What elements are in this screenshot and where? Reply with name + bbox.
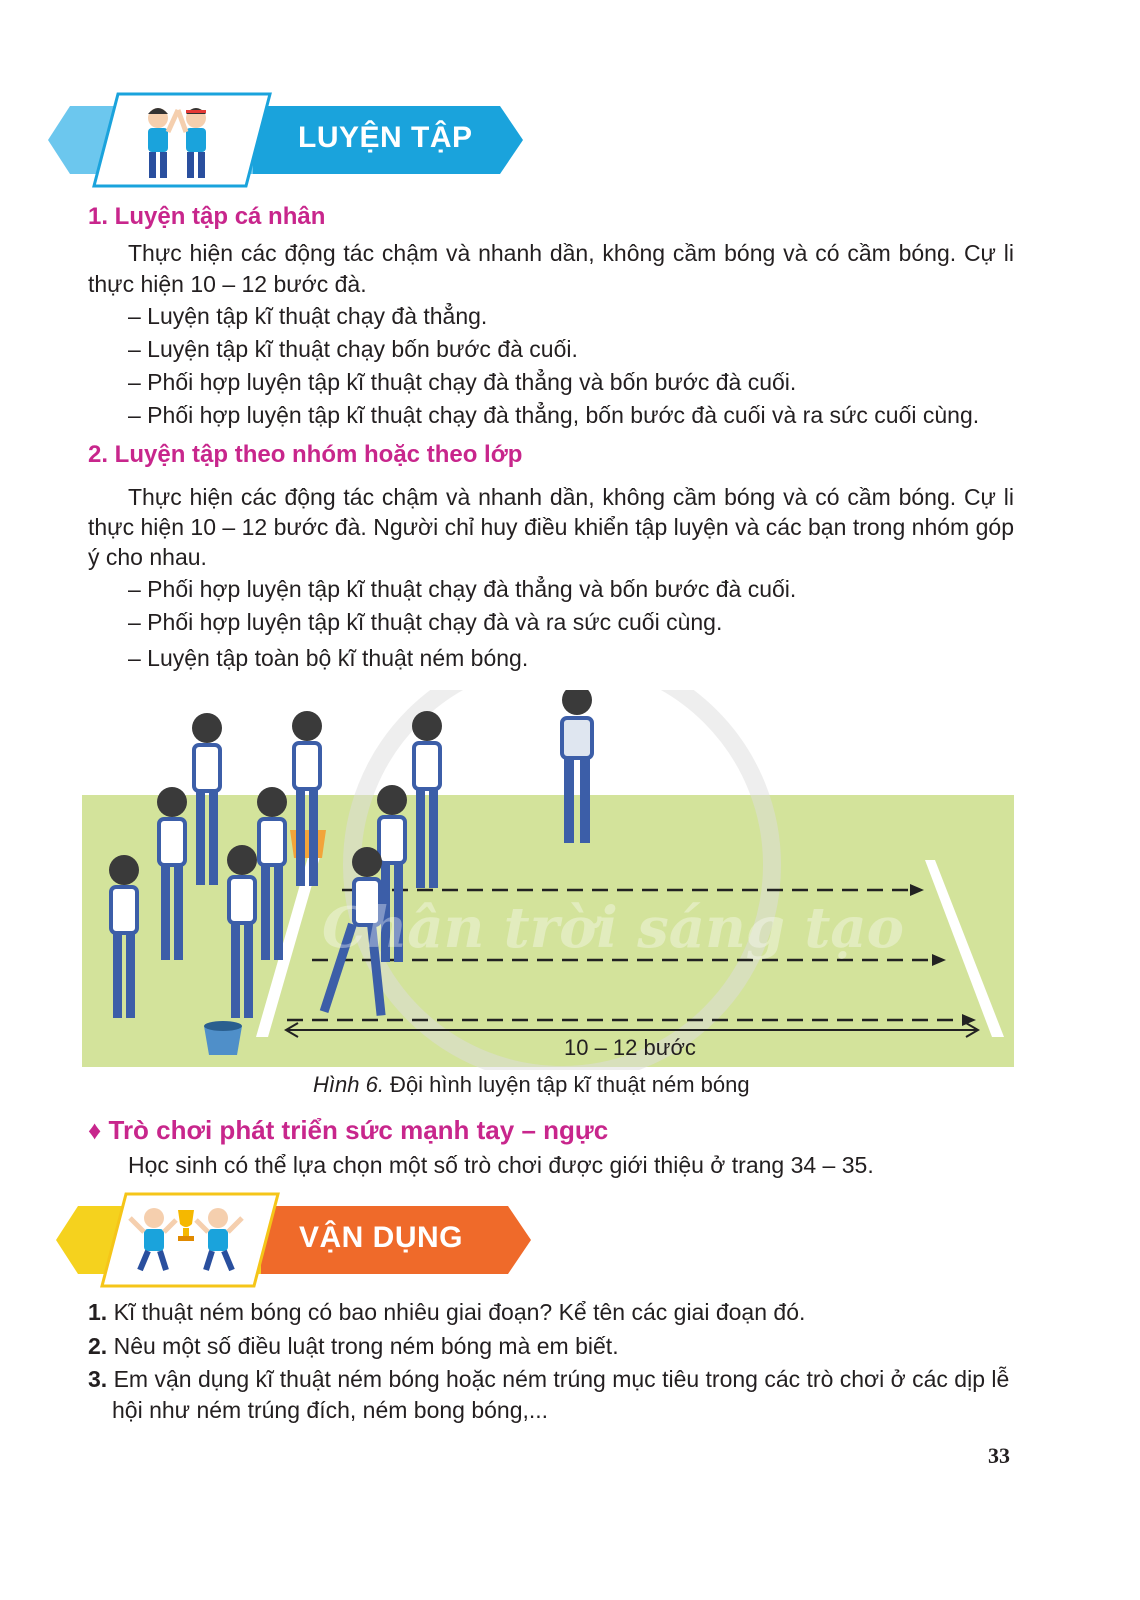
section2-intro: Thực hiện các động tác chậm và nhanh dần, không cầm bóng và có cầm bóng. Cự li thực hiện 10 – 12 bước đà. Người chỉ huy điều khiển tập luyện và các bạn trong nhóm góp ý cho nhau. (88, 484, 1014, 570)
section2-item: – Luyện tập toàn bộ kĩ thuật ném bóng. (128, 645, 529, 671)
section1-intro: Thực hiện các động tác chậm và nhanh dần, không cầm bóng và có cầm bóng. Cự li thực hiện 10 – 12 bước đà. (88, 240, 1014, 297)
section1-item: – Phối hợp luyện tập kĩ thuật chạy đà thẳng và bốn bước đà cuối. (128, 369, 797, 395)
question-3 (88, 1364, 1018, 1426)
ball-bucket-icon (290, 830, 326, 858)
section2-item: – Phối hợp luyện tập kĩ thuật chạy đà và ra sức cuối cùng. (128, 609, 723, 635)
figure-caption-text: Đội hình luyện tập kĩ thuật ném bóng (383, 1072, 750, 1097)
distance-label: 10 – 12 bước (564, 1035, 696, 1060)
section1-heading: 1. Luyện tập cá nhân (88, 203, 326, 230)
question-number: 2. (88, 1333, 108, 1359)
question-2 (88, 1331, 619, 1362)
throwing-drill-illustration (82, 690, 1014, 1070)
page-number: 33 (988, 1443, 1010, 1468)
watermark-text: Chân trời sáng tạo (322, 895, 904, 961)
van-dung-title: VẬN DỤNG (299, 1221, 464, 1254)
game-heading: ♦ Trò chơi phát triển sức mạnh tay – ngực (88, 1115, 609, 1145)
figure-caption-label: Hình 6. (313, 1072, 384, 1097)
luyen-tap-title: LUYỆN TẬP (298, 121, 473, 154)
question-text: Em vận dụng kĩ thuật ném bóng hoặc ném trúng mục tiêu trong các trò chơi ở các dịp lễ hội như ném trúng đích, ném bong bóng,... (112, 1366, 1010, 1423)
figure-caption (313, 1071, 750, 1099)
section1-item: – Phối hợp luyện tập kĩ thuật chạy đà thẳng, bốn bước đà cuối và ra sức cuối cùng. (128, 402, 980, 428)
jumping-kids-trophy-icon (126, 1202, 246, 1282)
question-number: 1. (88, 1299, 108, 1325)
high-five-kids-icon (128, 100, 228, 184)
luyen-tap-banner (48, 92, 523, 188)
question-text: Kĩ thuật ném bóng có bao nhiêu giai đoạn? Kể tên các giai đoạn đó. (113, 1299, 806, 1325)
section2-item: – Phối hợp luyện tập kĩ thuật chạy đà thẳng và bốn bước đà cuối. (128, 576, 797, 602)
figure-6 (82, 690, 1014, 1070)
question-text: Nêu một số điều luật trong ném bóng mà em biết. (113, 1333, 619, 1359)
game-text: Học sinh có thể lựa chọn một số trò chơi được giới thiệu ở trang 34 – 35. (128, 1152, 874, 1178)
section2-heading: 2. Luyện tập theo nhóm hoặc theo lớp (88, 441, 523, 468)
van-dung-banner (56, 1192, 531, 1288)
section1-item: – Luyện tập kĩ thuật chạy bốn bước đà cuối. (128, 336, 578, 362)
question-1 (88, 1297, 805, 1328)
question-number: 3. (88, 1366, 108, 1392)
section1-item: – Luyện tập kĩ thuật chạy đà thẳng. (128, 303, 488, 329)
